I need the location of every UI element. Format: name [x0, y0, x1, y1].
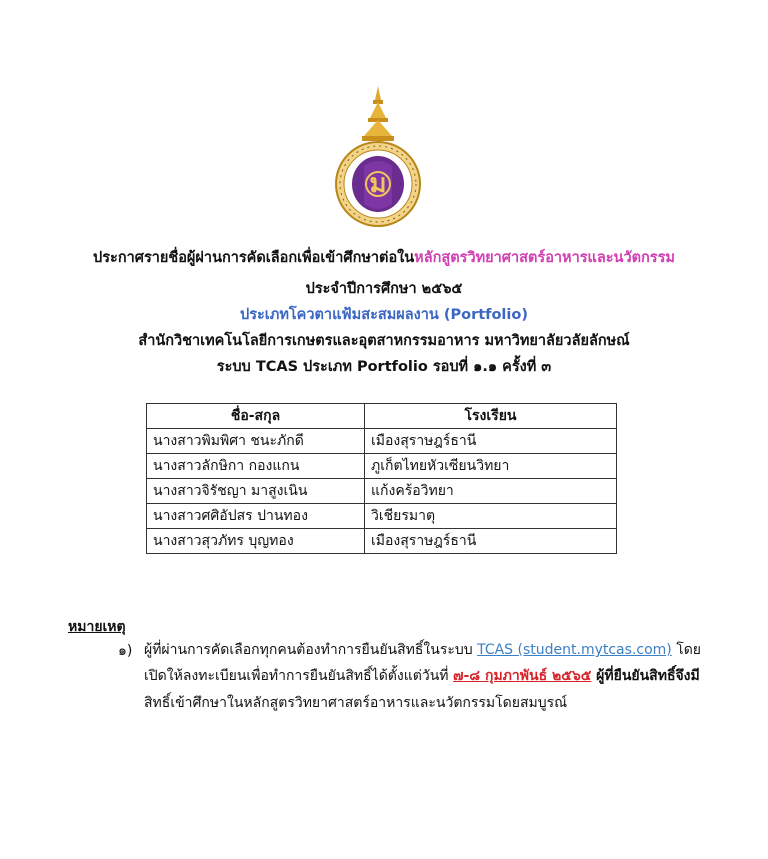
svg-text:ม: ม	[369, 169, 387, 199]
heading-program: หลักสูตรวิทยาศาสตร์อาหารและนวัตกรรม	[414, 250, 675, 266]
heading-quota-type: ประเภทโควตาแฟ้มสะสมผลงาน (Portfolio)	[240, 307, 528, 323]
heading-academic-year: ประจำปีการศึกษา ๒๕๖๕	[305, 281, 463, 297]
remark-text: เปิดให้ลงทะเบียนเพื่อทำการยืนยันสิทธิ์ได้ตั้งแต่วันที่	[144, 668, 453, 684]
tcas-link[interactable]: TCAS (student.mytcas.com)	[477, 642, 672, 658]
remark-line-2	[144, 666, 700, 686]
school-name: แก้งคร้อวิทยา	[365, 479, 617, 504]
school-name: วิเชียรมาตุ	[365, 504, 617, 529]
remark-tail: โดย	[671, 642, 702, 658]
remark-line-3: สิทธิ์เข้าศึกษาในหลักสูตรวิทยาศาสตร์อาหารและนวัตกรรมโดยสมบูรณ์	[144, 695, 568, 711]
university-seal-icon	[328, 86, 428, 230]
table-row	[147, 504, 617, 529]
remark-line-1	[144, 640, 701, 660]
school-name: เมืองสุราษฎร์ธานี	[365, 429, 617, 454]
student-name: นางสาวพิมพิศา ชนะภักดี	[147, 429, 365, 454]
student-name: นางสาวจิรัชญา มาสูงเนิน	[147, 479, 365, 504]
remark-tail: ผู้ที่ยืนยันสิทธิ์จึงมี	[591, 668, 700, 684]
heading-tcas-round: ระบบ TCAS ประเภท Portfolio รอบที่ ๑.๑ ครั้งที่ ๓	[216, 359, 552, 375]
school-name: ภูเก็ตไทยหัวเซียนวิทยา	[365, 454, 617, 479]
school-name: เมืองสุราษฎร์ธานี	[365, 529, 617, 554]
table-row	[147, 479, 617, 504]
column-school-header: โรงเรียน	[365, 404, 617, 429]
student-name: นางสาวสุวภัทร บุญทอง	[147, 529, 365, 554]
heading-school: สำนักวิชาเทคโนโลยีการเกษตรและอุตสาหกรรมอาหาร มหาวิทยาลัยวลัยลักษณ์	[138, 333, 630, 349]
confirmation-date: ๗-๘ กุมภาพันธ์ ๒๕๖๕	[452, 668, 592, 684]
table-header-row	[147, 404, 617, 429]
table-row	[147, 529, 617, 554]
student-name: นางสาวลักษิกา กองแกน	[147, 454, 365, 479]
table-row	[147, 454, 617, 479]
heading-prefix: ประกาศรายชื่อผู้ผ่านการคัดเลือกเพื่อเข้าศึกษาต่อใน	[93, 250, 415, 266]
remark-text: ผู้ที่ผ่านการคัดเลือกทุกคนต้องทำการยืนยันสิทธิ์ในระบบ	[144, 642, 478, 658]
remark-number: ๑)	[118, 643, 133, 659]
table-row	[147, 429, 617, 454]
results-table	[146, 403, 617, 554]
column-name-header: ชื่อ-สกุล	[147, 404, 365, 429]
heading-announcement	[0, 248, 768, 268]
student-name: นางสาวศศิอัปสร ปานทอง	[147, 504, 365, 529]
remarks-title: หมายเหตุ	[68, 619, 126, 635]
